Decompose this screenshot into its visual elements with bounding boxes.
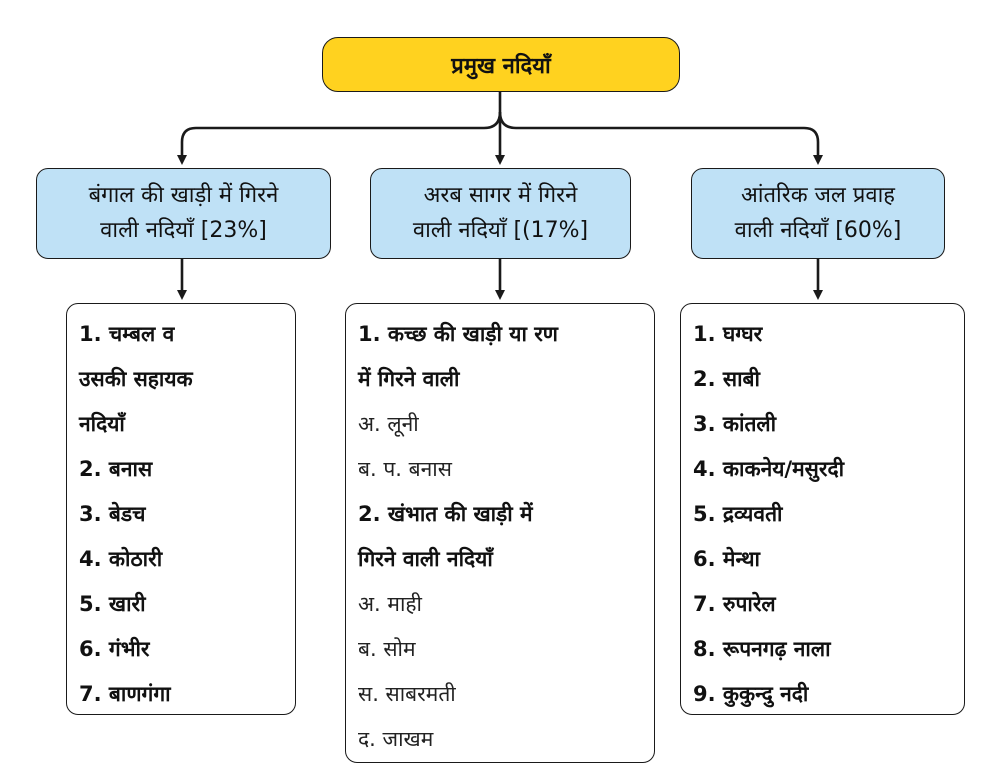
- river-list-item: गिरने वाली नदियाँ: [358, 547, 493, 571]
- category-heading-line: वाली नदियाँ [(17%]: [412, 217, 589, 243]
- river-list-item: 2. बनास: [79, 457, 153, 481]
- river-list-item: 2. खंभात की खाड़ी में: [358, 502, 533, 526]
- river-list-item: 7. रुपारेल: [693, 592, 776, 616]
- river-list-item: 3. कांतली: [693, 412, 777, 436]
- river-list-item: अ. माही: [358, 592, 422, 616]
- river-list-item: 1. चम्बल व: [79, 322, 175, 346]
- river-list-item: उसकी सहायक: [79, 367, 193, 391]
- category-heading-line: बंगाल की खाड़ी में गिरने: [88, 183, 279, 209]
- category-heading-line: वाली नदियाँ [60%]: [734, 217, 902, 243]
- river-list-item: 3. बेडच: [79, 502, 146, 526]
- river-list-item: 1. कच्छ की खाड़ी या रण: [358, 322, 558, 346]
- river-list-inland-drainage: [680, 303, 965, 715]
- river-list-item: 2. साबी: [693, 367, 760, 391]
- river-list-item: 9. कुकुन्दु नदी: [693, 682, 809, 706]
- category-node-inland-drainage: [691, 168, 945, 259]
- river-list-item: स. साबरमती: [358, 682, 456, 706]
- root-node-title: प्रमुख नदियाँ: [322, 37, 680, 92]
- river-list-item: ब. प. बनास: [358, 457, 452, 481]
- river-list-item: 6. मेन्था: [693, 547, 760, 571]
- category-heading-line: आंतरिक जल प्रवाह: [741, 183, 895, 209]
- river-list-arabian-sea: [345, 303, 655, 763]
- branch-left: [182, 112, 500, 160]
- river-list-item: में गिरने वाली: [358, 367, 460, 391]
- river-list-bay-of-bengal: [66, 303, 296, 715]
- river-list-item: ब. सोम: [358, 637, 416, 661]
- river-list-item: 1. घग्घर: [693, 322, 763, 346]
- river-list-item: 7. बाणगंगा: [79, 682, 171, 706]
- river-list-item: नदियाँ: [79, 412, 125, 436]
- category-node-bay-of-bengal: [36, 168, 331, 259]
- river-list-item: अ. लूनी: [358, 412, 419, 436]
- branch-right: [500, 112, 818, 160]
- river-list-item: 8. रूपनगढ़ नाला: [693, 637, 831, 661]
- category-heading-line: अरब सागर में गिरने: [423, 183, 578, 209]
- river-list-item: 4. कोठारी: [79, 547, 163, 571]
- river-list-item: 5. खारी: [79, 592, 146, 616]
- river-list-item: द. जाखम: [358, 727, 434, 751]
- river-list-item: 4. काकनेय/मसुरदी: [693, 457, 845, 481]
- category-node-arabian-sea: [370, 168, 631, 259]
- river-list-item: 6. गंभीर: [79, 637, 150, 661]
- category-heading-line: वाली नदियाँ [23%]: [100, 217, 267, 243]
- river-list-item: 5. द्रव्यवती: [693, 502, 783, 526]
